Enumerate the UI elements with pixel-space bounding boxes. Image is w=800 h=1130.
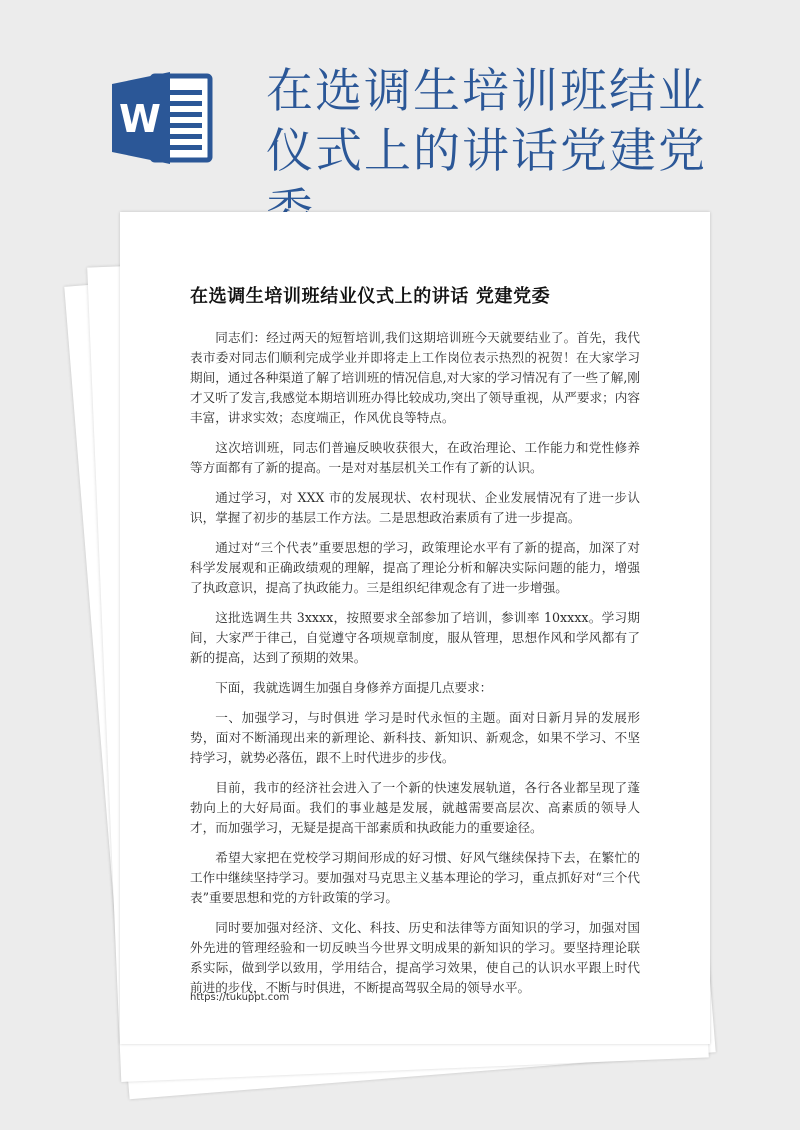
body-paragraph: 下面，我就选调生加强自身修养方面提几点要求：: [215, 680, 493, 695]
document-page: [120, 212, 710, 1044]
body-paragraph: 通过对“三个代表”重要思想的学习，政策理论水平有了新的提高，加深了对科学发展观和正确政绩观的理解，提高了理论分析和解决实际问题的能力，增强了执政意识，提高了执政能力。三是组织纪律观念有了进一步增强。: [190, 540, 640, 595]
body-paragraph: 这批选调生共 3xxxx，按照要求全部参加了培训，参训率 10xxxx。学习期间，大家严于律己，自觉遵守各项规章制度，服从管理，思想作风和学风都有了新的提高，达到了预期的效果。: [190, 610, 640, 665]
body-paragraph: 希望大家把在党校学习期间形成的好习惯、好风气继续保持下去，在繁忙的工作中继续坚持学习。要加强对马克思主义基本理论的学习，重点抓好对“三个代表”重要思想和党的方针政策的学习。: [190, 850, 640, 905]
source-url: https://tukuppt.com: [190, 992, 290, 1003]
banner-title: 在选调生培训班结业仪式上的讲话党建党: [266, 64, 707, 179]
body-paragraph: 通过学习，对 XXX 市的发展现状、农村现状、企业发展情况有了进一步认识，掌握了初步的基层工作方法。二是思想政治素质有了进一步提高。: [190, 490, 640, 525]
word-document-icon: [112, 70, 216, 166]
body-paragraph: 目前，我市的经济社会进入了一个新的快速发展轨道，各行各业都呈现了蓬勃向上的大好局面。我们的事业越是发展，就越需要高层次、高素质的领导人才，而加强学习，无疑是提高干部素质和执政能力的重要途径。: [190, 780, 640, 835]
body-paragraph: 一、加强学习，与时俱进 学习是时代永恒的主题。面对日新月异的发展形势，面对不断涌现出来的新理论、新科技、新知识、新观念，如果不学习、不坚持学习，就势必落伍，跟不上时代进步的步伐。: [190, 710, 640, 765]
svg-text:W: W: [119, 97, 161, 141]
document-body: [190, 328, 640, 1008]
body-paragraph: 同志们：经过两天的短暂培训,我们这期培训班今天就要结业了。首先，我代表市委对同志们顺利完成学业并即将走上工作岗位表示热烈的祝贺！在大家学习期间，通过各种渠道了解了培训班的情况信息,对大家的学习情况有了一些了解,刚才又听了发言,我感觉本期培训班办得比较成功,突出了领导重视，从严要求；内容丰富，讲求实效；态度端正，作风优良等特点。: [190, 330, 640, 425]
body-paragraph: 同时要加强对经济、文化、科技、历史和法律等方面知识的学习，加强对国外先进的管理经验和一切反映当今世界文明成果的新知识的学习。要坚持理论联系实际，做到学以致用，学用结合，提高学习效果，使自己的认识水平跟上时代前进的步伐，不断与时俱进，不断提高驾驭全局的领导水平。: [190, 920, 640, 995]
body-paragraph: 这次培训班，同志们普遍反映收获很大，在政治理论、工作能力和党性修养等方面都有了新的提高。一是对对基层机关工作有了新的认识。: [190, 440, 640, 475]
document-title: 在选调生培训班结业仪式上的讲话 党建党委: [190, 286, 551, 307]
